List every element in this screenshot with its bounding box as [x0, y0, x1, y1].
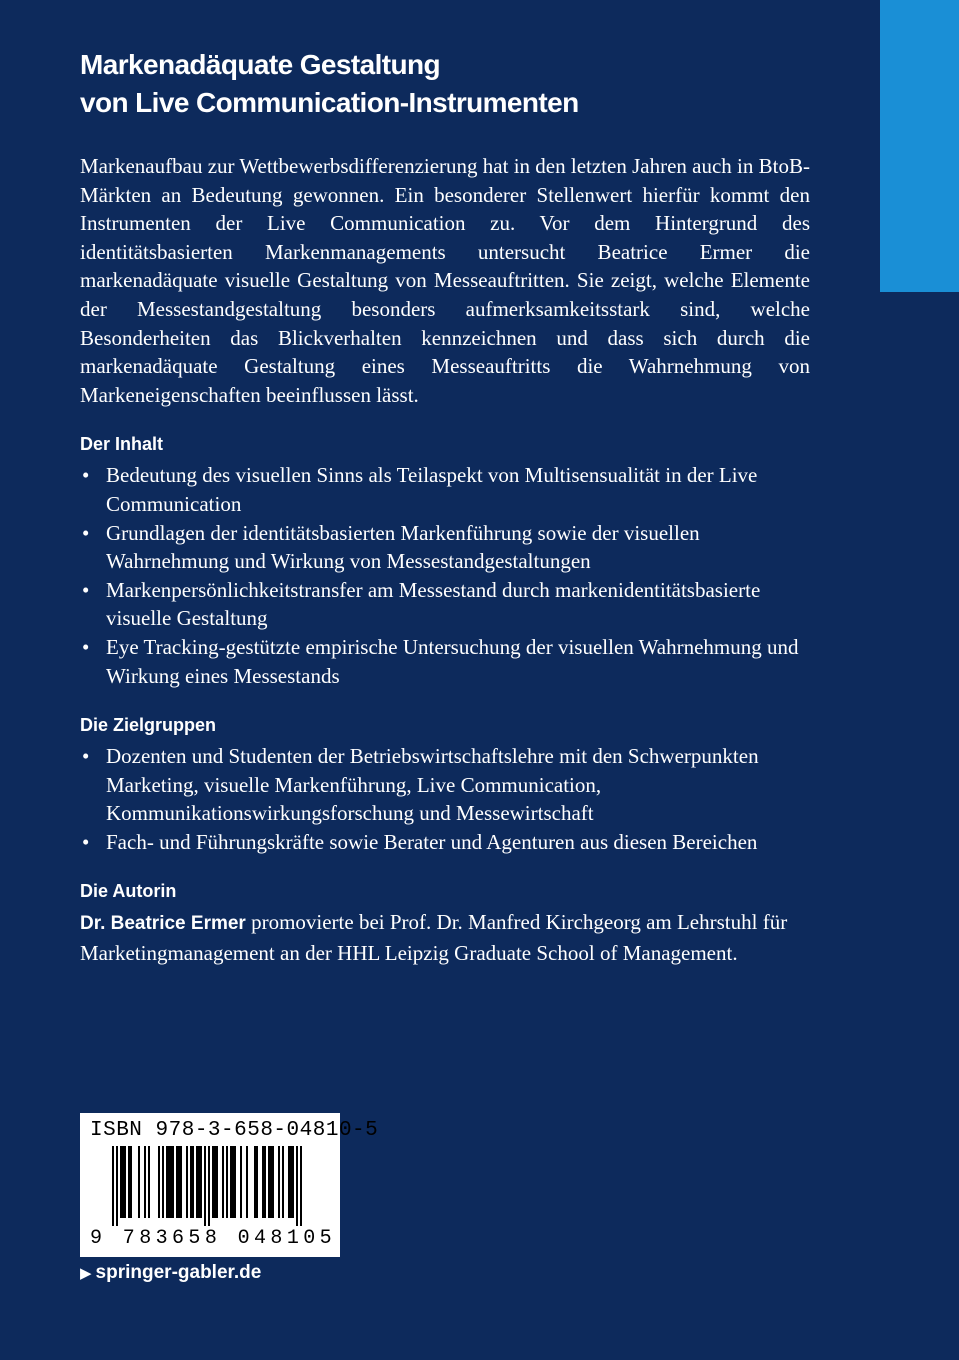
intro-paragraph: Markenaufbau zur Wettbewerbsdifferenzierung hat in den letzten Jahren auch in BtoB-Märkten an Bedeutung gewonnen. Ein besonderer Stellenwert hierfür kommt den Instrumenten der Live Communication zu. Vor dem Hintergrund des identitätsbasierten Markenmanagements untersucht Beatrice Ermer die markenadäquate visuelle Gestaltung von Messeauftritten. Sie zeigt, welche Elemente der Messestandgestaltung besonders aufmerksamkeitsstark sind, welche Besonderheiten das Blickverhalten kennzeichnen und dass sich durch die markenadäquate Gestaltung eines Messeauftritts die Wahrnehmung von Markeneigenschaften beeinflussen lässt.	[80, 154, 810, 407]
barcode-bar	[268, 1146, 270, 1218]
barcode-bar	[192, 1146, 194, 1218]
title-line-2: von Live Communication-Instrumenten	[80, 87, 579, 118]
barcode-bar	[190, 1146, 192, 1218]
barcode-bar	[226, 1146, 228, 1218]
barcode-bar	[270, 1146, 272, 1218]
barcode-bar	[200, 1146, 202, 1218]
barcode-bar	[158, 1146, 160, 1218]
barcode-bar	[262, 1146, 264, 1218]
barcode-bar	[166, 1146, 168, 1218]
barcode-bar	[144, 1146, 146, 1218]
barcode-bars	[90, 1146, 330, 1226]
barcode-bar	[254, 1146, 256, 1218]
list-item: • Dozenten und Studenten der Betriebswirtschaftslehre mit den Schwerpunkten Marketing, visuelle Markenführung, Live Communication, Kommunikationswirkungsforschung und Messewirtschaft	[80, 742, 810, 828]
barcode-bar	[176, 1146, 178, 1218]
barcode-bar	[212, 1146, 214, 1218]
accent-bar	[880, 0, 959, 292]
list-item: • Markenpersönlichkeitstransfer am Messestand durch markenidentitätsbasierte visuelle Gestaltung	[80, 576, 810, 633]
barcode-bar	[180, 1146, 182, 1218]
ean-digits: 9 783658 048105	[90, 1227, 337, 1250]
barcode-bar	[208, 1146, 210, 1226]
play-arrow-icon: ▶	[80, 1265, 92, 1282]
barcode-bar	[290, 1146, 292, 1218]
author-bio	[80, 908, 810, 967]
list-item: • Bedeutung des visuellen Sinns als Teilaspekt von Multisensualität in der Live Communication	[80, 461, 810, 518]
barcode-bar	[214, 1146, 216, 1218]
barcode-bar	[178, 1146, 180, 1218]
zielgruppen-heading: Die Zielgruppen	[80, 715, 217, 736]
book-title	[80, 46, 810, 122]
author-name: Dr. Beatrice Ermer	[80, 913, 246, 935]
inhalt-heading: Der Inhalt	[80, 434, 164, 455]
barcode-bar	[222, 1146, 224, 1218]
barcode-bar	[278, 1146, 280, 1218]
barcode-bar	[272, 1146, 274, 1218]
list-item: • Eye Tracking-gestützte empirische Untersuchung der visuellen Wahrnehmung und Wirkung eines Messestands	[80, 633, 810, 690]
barcode-bar	[122, 1146, 124, 1218]
barcode-bar	[172, 1146, 174, 1218]
barcode-bar	[264, 1146, 266, 1218]
barcode-bar	[256, 1146, 258, 1218]
barcode-bar	[112, 1146, 114, 1226]
barcode-bar	[288, 1146, 290, 1218]
author-bio-text: promovierte bei Prof. Dr. Manfred Kirchgeorg am Lehrstuhl für Marketingmanagement an der HHL Leipzig Graduate School of Management.	[80, 910, 788, 966]
barcode-bar	[282, 1146, 284, 1218]
list-item: • Grundlagen der identitätsbasierten Markenführung sowie der visuellen Wahrnehmung und Wirkung von Messestandgestaltungen	[80, 519, 810, 576]
isbn-barcode	[80, 1113, 379, 1257]
barcode-bar	[170, 1146, 172, 1218]
zielgruppen-list	[80, 742, 810, 856]
barcode-bar	[124, 1146, 126, 1218]
barcode-bar	[138, 1146, 140, 1218]
barcode-bar	[198, 1146, 200, 1218]
barcode-bar	[292, 1146, 294, 1218]
barcode-bar	[246, 1146, 248, 1218]
barcode-bar	[230, 1146, 232, 1218]
autorin-heading: Die Autorin	[80, 881, 177, 902]
barcode-bar	[186, 1146, 188, 1218]
barcode-bar	[148, 1146, 150, 1218]
barcode-bar	[116, 1146, 118, 1226]
title-line-1: Markenadäquate Gestaltung	[80, 49, 440, 80]
barcode-bar	[130, 1146, 132, 1218]
barcode-bar	[240, 1146, 242, 1218]
barcode-bar	[296, 1146, 298, 1226]
barcode-bar	[120, 1146, 122, 1218]
publisher-url: springer-gabler.de	[95, 1262, 262, 1283]
barcode-bar	[232, 1146, 234, 1218]
barcode-bar	[204, 1146, 206, 1226]
barcode-bar	[196, 1146, 198, 1218]
publisher-link[interactable]	[80, 1262, 261, 1284]
barcode-bar	[300, 1146, 302, 1226]
isbn-number: ISBN 978-3-658-04810-5	[90, 1119, 379, 1142]
barcode-bar	[162, 1146, 164, 1218]
list-item: • Fach- und Führungskräfte sowie Berater und Agenturen aus diesen Bereichen	[80, 828, 810, 857]
barcode-bar	[216, 1146, 218, 1218]
barcode-bar	[128, 1146, 130, 1218]
barcode-bar	[168, 1146, 170, 1218]
barcode-bar	[234, 1146, 236, 1218]
inhalt-list	[80, 461, 810, 690]
back-cover-content	[80, 46, 810, 968]
